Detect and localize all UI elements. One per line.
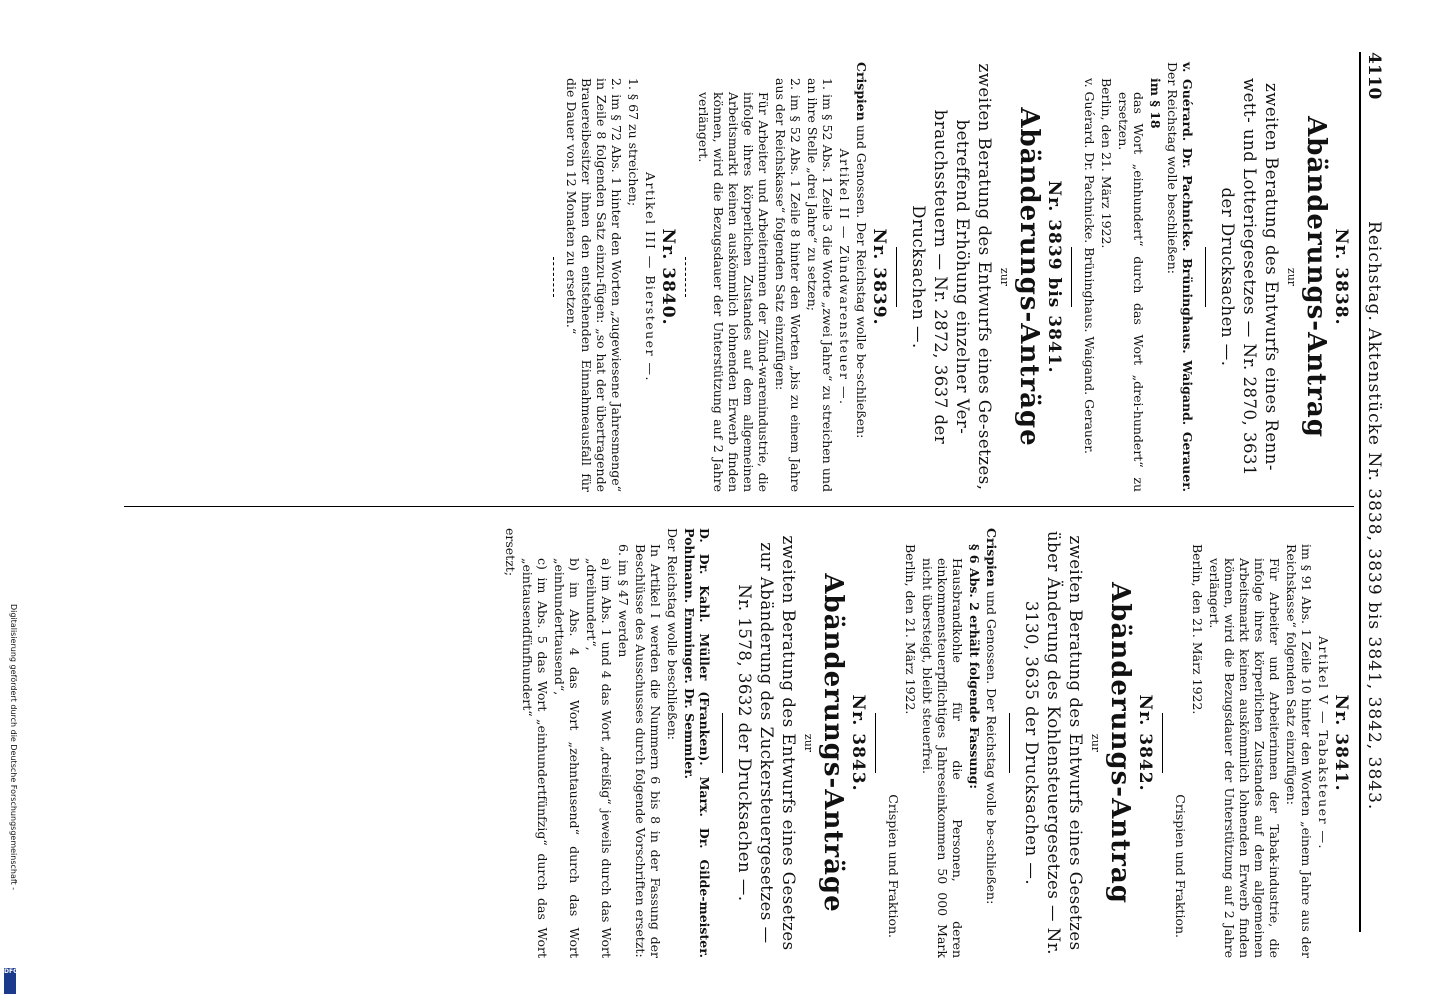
signers-3838: v. Guérard. Dr. Pachnicke. Brüninghaus. Waigand. Gerauer.	[1180, 62, 1195, 492]
section-number-3843: Nr. 3843.	[848, 694, 868, 792]
paragraph-ref: im § 18	[1148, 78, 1163, 129]
article-heading: Artikel III — Biersteuer —.	[643, 172, 658, 382]
divider	[1205, 247, 1206, 307]
closing-signers: Crispien und Fraktion.	[886, 794, 901, 938]
divider	[896, 247, 897, 307]
section-lead-3839-41: zweiten Beratung des Entwurfs eines Ge-setzes, betreffend Erhöhung einzelner Ver-brauchssteuern — Nr. 2872, 3637 der Drucksachen —.	[909, 63, 994, 491]
column-divider	[124, 506, 1354, 507]
quoted-text: Hausbrandkohle für die Personen, deren einkommensteuerpflichtiges Jahreseinkommen 50 000 Mark nicht übersteigt, bleibt steuerfrei.	[920, 558, 965, 958]
motion-intro: Der Reichstag wolle beschließen:	[665, 528, 680, 740]
section-heading-3839-41: Abänderungs-Anträge	[1014, 107, 1044, 447]
article-heading: Artikel V — Tabaksteuer —.	[1316, 636, 1331, 850]
motion-intro: und Genossen. Der Reichstag wolle be-schließen:	[854, 124, 869, 439]
section-number-3841: Nr. 3841.	[1331, 694, 1351, 792]
section-heading-3843: Abänderungs-Anträge	[818, 573, 848, 913]
dateline: Berlin, den 21. März 1922.	[903, 544, 918, 715]
list-item: c) im Abs. 5 das Wort „einhundertfünfzig“ durch das Wort „eintausendfünfhundert“	[520, 558, 550, 958]
signers-3843: D. Dr. Kahl. Müller (Franken). Marx. Dr. Gilde-meister. Pohlmann. Emminger. Dr. Semmler.	[682, 528, 712, 958]
page-running-title: Reichstag. Aktenstücke Nr. 3838, 3839 bis 3841, 3842, 3843.	[1364, 221, 1384, 811]
divider	[1071, 247, 1072, 307]
list-item: 1. im § 52 Abs. 1 Zeile 3 die Worte „zwei Jahre“ zu streichen und an ihre Stelle „drei Jahre“ zu setzen;	[805, 78, 835, 492]
divider	[1009, 713, 1010, 773]
section-number-3838: Nr. 3838.	[1331, 228, 1351, 326]
digitization-credit	[6, 604, 20, 994]
closing-signers: v. Guérard. Dr. Pachnicke. Brüninghaus. Waigand. Gerauer.	[1082, 78, 1097, 454]
article-heading: Artikel II — Zündwarensteuer —.	[837, 148, 852, 406]
divider	[685, 257, 686, 297]
zur-label: zur	[1285, 267, 1298, 287]
quoted-text: Für Arbeiter und Arbeiterinnen der Tabak-industrie, die infolge ihres körperlichen Zustandes auf dem allgemeinen Arbeitsmarkt keinen auskömmlich lohnenden Erwerb finden können, wird die Bezugsdauer der Unterstützung auf 2 Jahre verlängert.	[1207, 558, 1282, 958]
zur-label: zur	[1089, 733, 1102, 753]
right-column	[501, 528, 1354, 958]
divider	[553, 257, 554, 297]
body-text: ersetzt;	[503, 528, 518, 577]
zur-label: zur	[998, 267, 1011, 287]
credit-text: Digitalisierung gefördert durch die Deutsche Forschungsgemeinschaft -	[9, 604, 18, 891]
section-heading-3842: Abänderungs-Antrag	[1105, 582, 1135, 904]
list-item: im § 91 Abs. 1 Zeile 10 hinter den Worten „einem Jahre aus der Reichskasse“ folgenden Satz einzufügen:	[1284, 544, 1314, 958]
paragraph-ref: § 6 Abs. 2 erhält folgende Fassung:	[967, 544, 982, 789]
signers-3839: Crispien	[854, 62, 869, 121]
section-number-3840: Nr. 3840.	[658, 228, 678, 326]
body-text: In Artikel I werden die Nummern 6 bis 8 in der Fassung der Beschlüsse des Ausschusses durch folgende Vorschriften ersetzt:	[633, 544, 663, 958]
list-item: b) im Abs. 4 das Wort „zehntausend“ durch das Wort „einhunderttausend“,	[552, 558, 582, 958]
divider	[875, 713, 876, 773]
dfg-logo: DFG	[4, 968, 16, 994]
section-lead-3843: zweiten Beratung des Entwurfs eines Gesetzes zur Abänderung des Zuckersteuergesetzes — Nr. 1578, 3632 der Drucksachen —.	[735, 535, 798, 951]
motion-intro: Der Reichstag wolle beschließen:	[1165, 62, 1180, 274]
list-item: 1. § 67 zu streichen;	[626, 78, 641, 207]
closing-signers: Crispien und Fraktion.	[1173, 794, 1188, 938]
page-number: 4110	[1364, 52, 1384, 100]
section-number-3842: Nr. 3842.	[1135, 694, 1155, 792]
section-lead-3842: zweiten Beratung des Entwurfs eines Gesetzes über Änderung des Kohlensteuergesetzes — Nr. 3130, 3635 der Drucksachen —.	[1022, 530, 1085, 956]
paragraph-text: das Wort „einhundert“ durch das Wort „drei-hundert“ zu ersetzen.	[1116, 92, 1146, 492]
list-item: a) im Abs. 1 und 4 das Wort „dreißig“ jeweils durch das Wort „dreihundert“,	[584, 558, 614, 958]
list-item: 6. im § 47 werden	[616, 544, 631, 658]
dateline: Berlin, den 21. März 1922.	[1190, 544, 1205, 715]
dateline: Berlin, den 21. März 1922.	[1099, 78, 1114, 249]
signers-3842: Crispien	[984, 528, 999, 587]
divider	[1162, 713, 1163, 773]
section-number-3839: Nr. 3839.	[869, 228, 889, 326]
list-item: 2. im § 52 Abs. 1 Zeile 8 hinter den Worten „bis zu einem Jahre aus der Reichskasse“ folgenden Satz einzufügen:	[773, 78, 803, 492]
zur-label: zur	[802, 733, 815, 753]
rotated-document-page	[70, 0, 1400, 1000]
section-heading-3838: Abänderungs-Antrag	[1301, 116, 1331, 438]
motion-intro: und Genossen. Der Reichstag wolle be-schließen:	[984, 590, 999, 905]
quoted-text: Für Arbeiter und Arbeiterinnen der Zünd-warenindustrie, die infolge ihres körperlichen Zustandes auf dem allgemeinen Arbeitsmarkt keinen auskömmlich lohnenden Erwerb finden können, wird die Bezugsdauer der Unterstützung auf 2 Jahre verlängert.	[696, 92, 771, 492]
section-lead-3838: zweiten Beratung des Entwurfs eines Renn-wett- und Lotteriegesetzes — Nr. 2870, 3631 der Drucksachen —.	[1218, 78, 1281, 476]
list-item: 2. im § 72 Abs. 1 hinter den Worten „zugewiesene Jahresmenge“ in Zeile 8 folgenden Satz einzu-fügen: „so hat der übertragende Brauereibesitzer ihnen den entstehenden Einnahmeausfall für die Dauer von 12 Monaten zu ersetzen.“	[564, 78, 624, 492]
left-column	[543, 62, 1354, 492]
section-number-3839-41: Nr. 3839 bis 3841.	[1044, 180, 1064, 374]
divider	[722, 713, 723, 773]
page-header	[1359, 52, 1392, 932]
